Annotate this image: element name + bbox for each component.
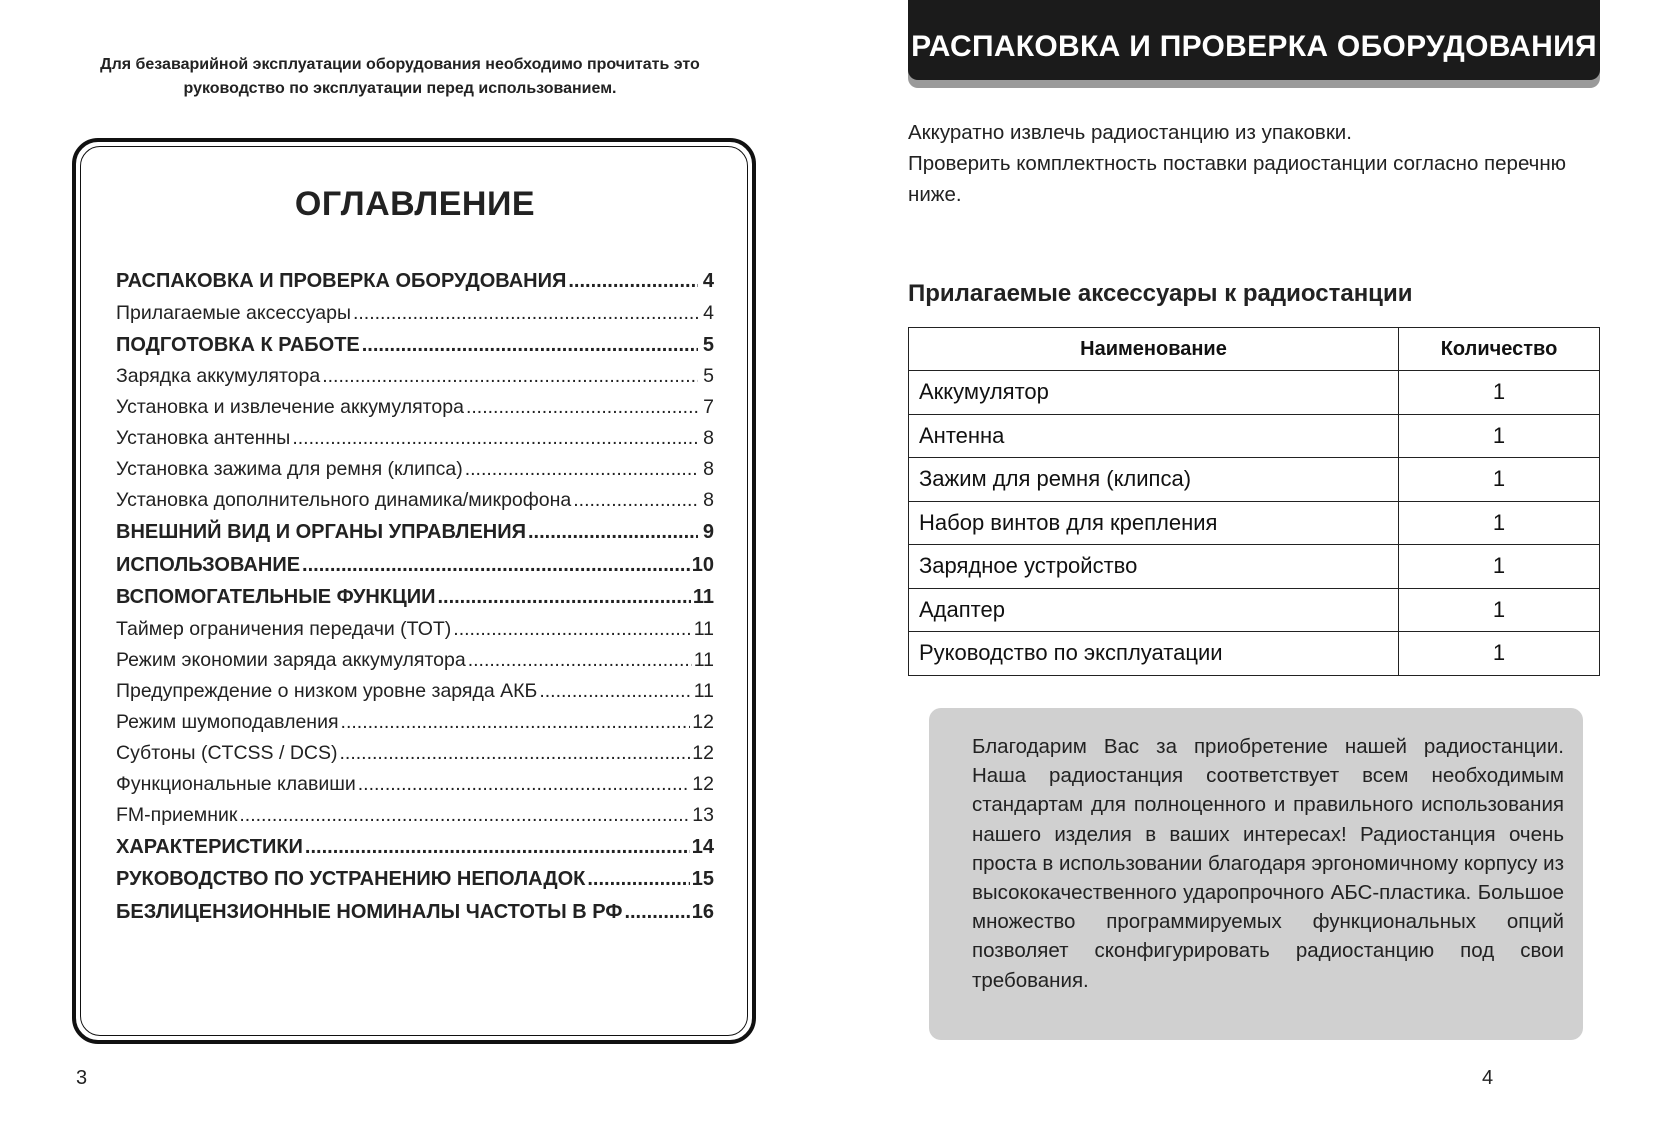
table-row bbox=[909, 632, 1600, 676]
thank-you-text: Благодарим Вас за приобретение нашей радиостанции. Наша радиостанция соответствует всем необходимым стандартам для полноценного и правильного использования нашего изделия в ваших интересах! Радиостанция очень проста в использовании благодаря эргономичному корпусу из высококачественного ударопрочного АБС-пластика. Большое множество программируемых функциональных опций позволяет сконфигурировать радиостанцию под свои требования. bbox=[972, 735, 1564, 992]
toc-entry-page: 4 bbox=[703, 301, 714, 324]
toc-entry[interactable] bbox=[116, 423, 714, 454]
intro-line-1: Аккуратно извлечь радиостанцию из упаковки. bbox=[908, 121, 1352, 144]
toc-leader-dots bbox=[568, 265, 698, 298]
page-number-left: 3 bbox=[76, 1067, 88, 1089]
toc-entry[interactable] bbox=[116, 676, 714, 707]
toc-entry-label: ХАРАКТЕРИСТИКИ bbox=[116, 835, 303, 858]
toc-entry-label: Зарядка аккумулятора bbox=[116, 365, 321, 387]
toc-leader-dots bbox=[465, 454, 698, 485]
section-banner bbox=[908, 0, 1600, 80]
toc-leader-dots bbox=[468, 645, 692, 676]
toc-leader-dots bbox=[587, 863, 689, 896]
toc-entry-label: ВНЕШНИЙ ВИД И ОРГАНЫ УПРАВЛЕНИЯ bbox=[116, 521, 526, 543]
toc-leader-dots bbox=[339, 738, 690, 769]
toc-leader-dots bbox=[341, 707, 691, 738]
toc-entry[interactable] bbox=[116, 454, 714, 485]
toc-leader-dots bbox=[362, 329, 698, 362]
table-row bbox=[909, 501, 1600, 545]
accessory-name: Аккумулятор bbox=[909, 371, 1399, 415]
toc-leader-dots bbox=[528, 516, 698, 549]
toc-entry[interactable] bbox=[116, 863, 714, 896]
accessories-table-body bbox=[909, 371, 1600, 676]
toc-entry-page: 9 bbox=[702, 521, 714, 543]
accessory-quantity: 1 bbox=[1399, 414, 1600, 458]
toc-entry-page: 15 bbox=[691, 868, 714, 890]
toc-leader-dots bbox=[624, 896, 689, 929]
toc-leader-dots bbox=[239, 800, 690, 831]
right-page bbox=[830, 0, 1660, 1122]
toc-entry-label: FM-приемник bbox=[116, 803, 238, 826]
accessory-name: Антенна bbox=[909, 414, 1399, 458]
toc-leader-dots bbox=[302, 549, 690, 582]
toc-entry[interactable] bbox=[116, 265, 714, 298]
accessory-quantity: 1 bbox=[1399, 501, 1600, 545]
toc-entry-label: БЕЗЛИЦЕНЗИОННЫЕ НОМИНАЛЫ ЧАСТОТЫ В РФ bbox=[116, 900, 623, 923]
safety-notice: Для безаварийной эксплуатации оборудования необходимо прочитать это руководство по эксплуатации перед использованием. bbox=[100, 56, 700, 97]
toc-entry-page: 5 bbox=[702, 333, 714, 356]
toc-entry-label: Режим шумоподавления bbox=[116, 710, 339, 733]
intro-line-2: Проверить комплектность поставки радиостанции согласно перечню ниже. bbox=[908, 152, 1567, 206]
toc-entry-label: ИСПОЛЬЗОВАНИЕ bbox=[116, 553, 301, 576]
table-row bbox=[909, 545, 1600, 589]
section-title: РАСПАКОВКА И ПРОВЕРКА ОБОРУДОВАНИЯ bbox=[911, 30, 1597, 63]
toc-entry[interactable] bbox=[116, 831, 714, 864]
accessory-name: Зарядное устройство bbox=[909, 545, 1399, 589]
toc-entry-page: 16 bbox=[691, 900, 714, 923]
table-row bbox=[909, 371, 1600, 415]
toc-entry-page: 11 bbox=[693, 648, 714, 671]
intro-text bbox=[908, 117, 1598, 210]
toc-entry-page: 4 bbox=[702, 270, 714, 292]
accessories-table bbox=[908, 327, 1600, 676]
toc-leader-dots bbox=[305, 831, 690, 864]
toc-entry-label: Прилагаемые аксессуары bbox=[116, 301, 351, 324]
toc-entry[interactable] bbox=[116, 896, 714, 929]
toc-title: ОГЛАВЛЕНИЕ bbox=[294, 185, 536, 223]
table-header-row bbox=[909, 328, 1600, 371]
toc-entry-page: 12 bbox=[692, 741, 714, 764]
toc-entry-page: 14 bbox=[691, 835, 714, 858]
toc-entry[interactable] bbox=[116, 614, 714, 645]
toc-leader-dots bbox=[466, 392, 698, 423]
toc-entry-page: 8 bbox=[703, 427, 714, 449]
toc-entry-page: 7 bbox=[703, 396, 714, 418]
toc-entry-page: 11 bbox=[693, 617, 714, 640]
thank-you-box bbox=[929, 708, 1583, 1040]
toc-entry-page: 12 bbox=[692, 710, 714, 733]
toc-entry-label: Режим экономии заряда аккумулятора bbox=[116, 648, 466, 671]
toc-entry-label: Функциональные клавиши bbox=[116, 772, 356, 795]
toc-leader-dots bbox=[358, 769, 691, 800]
toc-entry-label: Субтоны (CTCSS / DCS) bbox=[116, 741, 338, 764]
toc-entry-page: 5 bbox=[703, 365, 714, 387]
toc-entry-page: 8 bbox=[703, 458, 714, 480]
column-header-name: Наименование bbox=[909, 328, 1399, 371]
toc-entry[interactable] bbox=[116, 392, 714, 423]
toc-entry[interactable] bbox=[116, 516, 714, 549]
toc-entry[interactable] bbox=[116, 769, 714, 800]
toc-entry[interactable] bbox=[116, 581, 714, 614]
toc-entry-page: 11 bbox=[693, 679, 714, 702]
page-number-right: 4 bbox=[1482, 1067, 1494, 1089]
toc-entry[interactable] bbox=[116, 485, 714, 516]
toc-entry[interactable] bbox=[116, 298, 714, 329]
accessory-name: Зажим для ремня (клипса) bbox=[909, 458, 1399, 502]
accessory-quantity: 1 bbox=[1399, 588, 1600, 632]
toc-leader-dots bbox=[437, 581, 690, 614]
table-row bbox=[909, 588, 1600, 632]
toc-entry-page: 10 bbox=[691, 553, 714, 576]
accessory-quantity: 1 bbox=[1399, 371, 1600, 415]
toc-entry-label: Установка и извлечение аккумулятора bbox=[116, 396, 464, 418]
toc-entry[interactable] bbox=[116, 361, 714, 392]
toc-entry-label: Установка антенны bbox=[116, 427, 291, 449]
accessory-quantity: 1 bbox=[1399, 632, 1600, 676]
toc-entry-label: Установка зажима для ремня (клипса) bbox=[116, 458, 463, 480]
column-header-quantity: Количество bbox=[1399, 328, 1600, 371]
toc-entry-page: 8 bbox=[703, 489, 714, 511]
toc-leader-dots bbox=[353, 298, 698, 329]
accessory-name: Руководство по эксплуатации bbox=[909, 632, 1399, 676]
toc-leader-dots bbox=[322, 361, 698, 392]
toc-entry-page: 11 bbox=[692, 586, 714, 608]
toc-entry-label: Таймер ограничения передачи (ТОТ) bbox=[116, 617, 452, 640]
table-row bbox=[909, 414, 1600, 458]
toc-entry-label: Предупреждение о низком уровне заряда АКБ bbox=[116, 679, 538, 702]
toc-entry[interactable] bbox=[116, 645, 714, 676]
toc-leader-dots bbox=[292, 423, 698, 454]
toc-entry[interactable] bbox=[116, 707, 714, 738]
accessory-name: Набор винтов для крепления bbox=[909, 501, 1399, 545]
toc-entry-label: ВСПОМОГАТЕЛЬНЫЕ ФУНКЦИИ bbox=[116, 586, 436, 608]
toc-entry[interactable] bbox=[116, 800, 714, 831]
toc-entry-label: РУКОВОДСТВО ПО УСТРАНЕНИЮ НЕПОЛАДОК bbox=[116, 868, 586, 890]
accessory-name: Адаптер bbox=[909, 588, 1399, 632]
accessory-quantity: 1 bbox=[1399, 458, 1600, 502]
accessory-quantity: 1 bbox=[1399, 545, 1600, 589]
toc-leader-dots bbox=[539, 676, 691, 707]
toc-entry-label: ПОДГОТОВКА К РАБОТЕ bbox=[116, 333, 360, 356]
toc-entry-label: Установка дополнительного динамика/микрофона bbox=[116, 489, 572, 511]
toc-leader-dots bbox=[453, 614, 691, 645]
toc-entry[interactable] bbox=[116, 738, 714, 769]
table-row bbox=[909, 458, 1600, 502]
toc-entry-page: 12 bbox=[692, 772, 714, 795]
accessories-title: Прилагаемые аксессуары к радиостанции bbox=[908, 280, 1413, 307]
toc-entry-label: РАСПАКОВКА И ПРОВЕРКА ОБОРУДОВАНИЯ bbox=[116, 270, 567, 292]
toc-entry[interactable] bbox=[116, 549, 714, 582]
toc-entry[interactable] bbox=[116, 329, 714, 362]
toc-leader-dots bbox=[573, 485, 698, 516]
toc-entry-page: 13 bbox=[692, 803, 714, 826]
toc-list bbox=[116, 265, 714, 928]
